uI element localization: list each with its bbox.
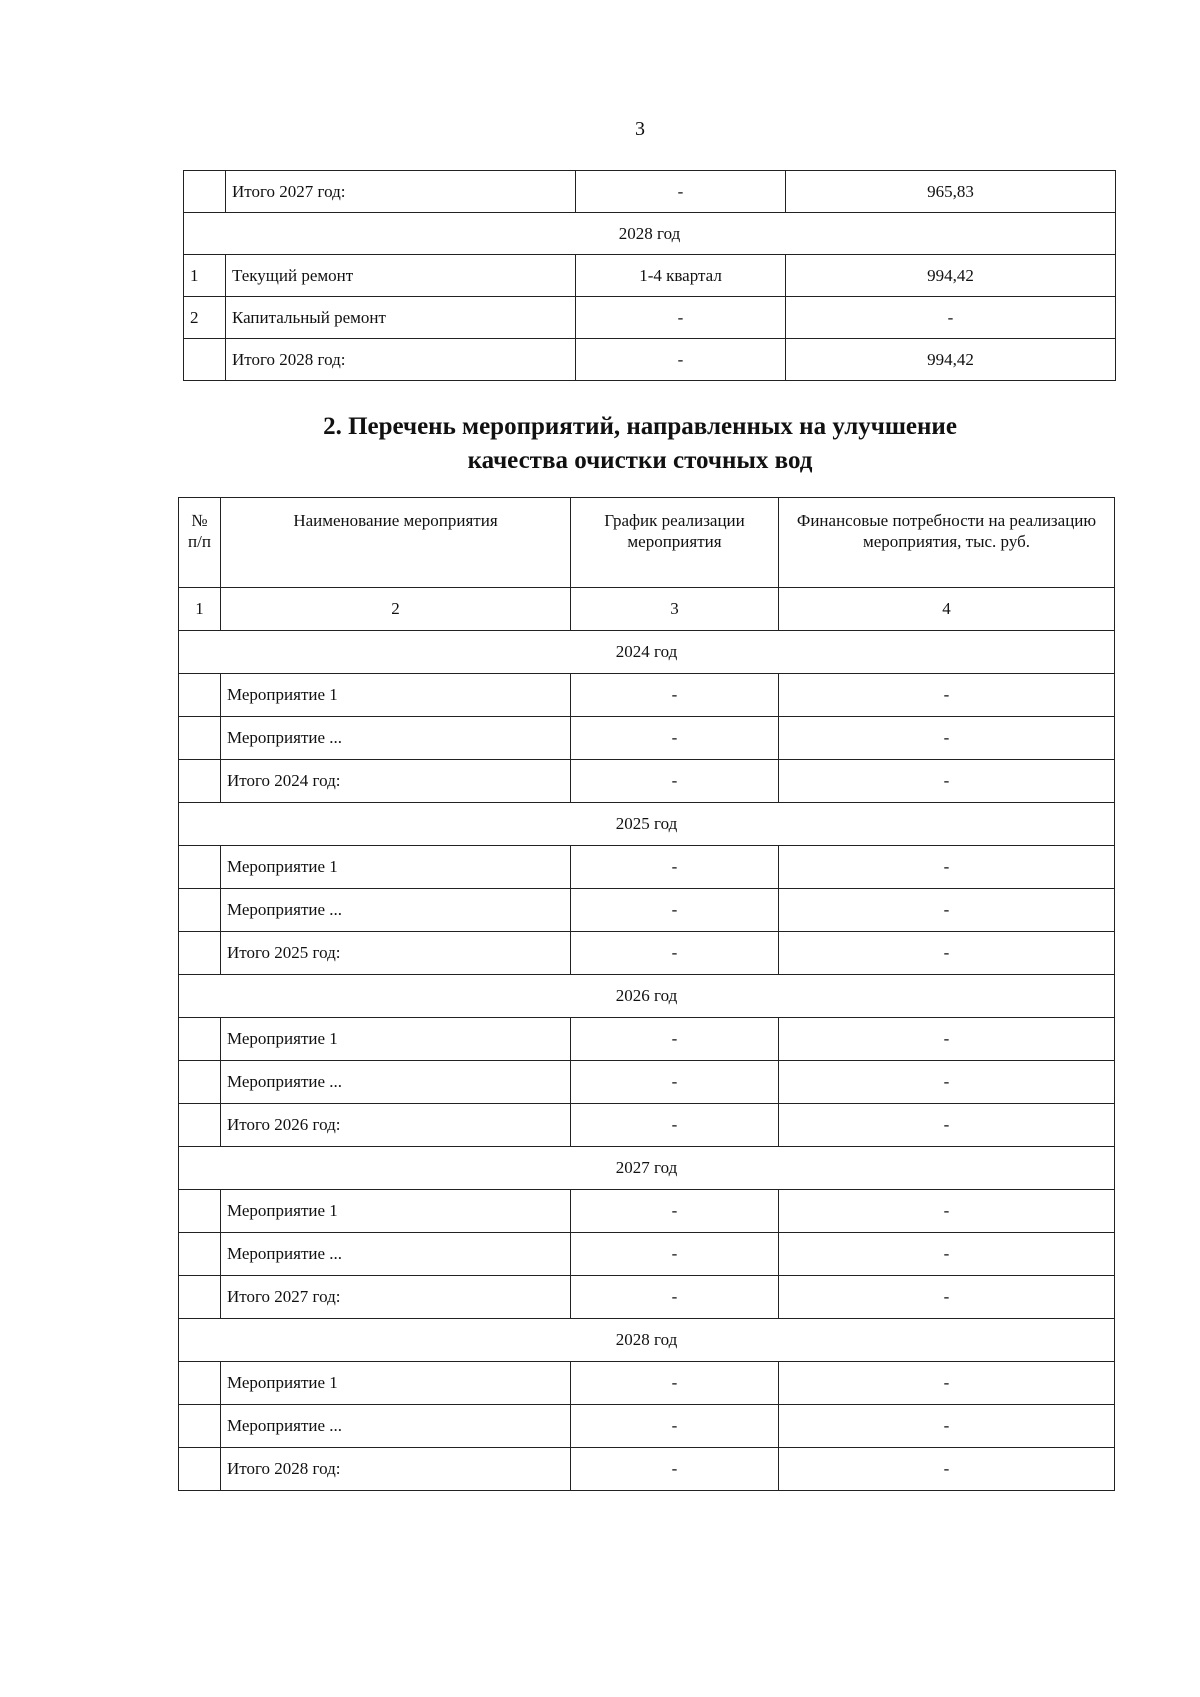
row-schedule: - [571,1018,779,1061]
row-number [179,1362,221,1405]
table-row [179,932,1115,975]
table-row [179,1276,1115,1319]
table-row [184,255,1116,297]
row-schedule: - [571,674,779,717]
row-name: Итого 2028 год: [226,339,576,381]
column-number: 4 [779,588,1115,631]
row-cost: - [779,760,1115,803]
year-label: 2024 год [179,631,1115,674]
table-row [179,717,1115,760]
table-row [179,760,1115,803]
table-row [179,1233,1115,1276]
row-schedule: - [576,297,786,339]
row-number [179,1061,221,1104]
row-name: Итого 2024 год: [221,760,571,803]
header-row [179,498,1115,588]
year-row [179,975,1115,1018]
column-number: 1 [179,588,221,631]
row-number [179,1018,221,1061]
row-number [179,717,221,760]
row-cost: 965,83 [786,171,1116,213]
row-cost: - [779,1405,1115,1448]
row-number [179,1104,221,1147]
table-row [179,674,1115,717]
row-schedule: - [571,717,779,760]
year-label: 2025 год [179,803,1115,846]
year-row [179,1147,1115,1190]
row-number [179,1190,221,1233]
row-cost: - [786,297,1116,339]
row-cost: - [779,889,1115,932]
measures-table [178,497,1115,1491]
row-name: Итого 2027 год: [221,1276,571,1319]
row-name: Мероприятие 1 [221,1190,571,1233]
year-row [184,213,1116,255]
row-name: Капитальный ремонт [226,297,576,339]
row-cost: - [779,1061,1115,1104]
column-number: 2 [221,588,571,631]
row-name: Мероприятие ... [221,717,571,760]
row-name: Мероприятие ... [221,1233,571,1276]
row-number [184,339,226,381]
table-row [184,171,1116,213]
row-schedule: 1-4 квартал [576,255,786,297]
row-schedule: - [571,1233,779,1276]
row-number: 1 [184,255,226,297]
row-cost: - [779,674,1115,717]
table-row [184,297,1116,339]
row-cost: 994,42 [786,255,1116,297]
header-schedule: График реализации мероприятия [571,498,779,588]
row-number [179,932,221,975]
year-label: 2028 год [184,213,1116,255]
header-num: № п/п [179,498,221,588]
row-schedule: - [576,171,786,213]
year-label: 2028 год [179,1319,1115,1362]
table-row [184,339,1116,381]
row-schedule: - [571,1448,779,1491]
row-name: Мероприятие ... [221,1405,571,1448]
row-name: Мероприятие ... [221,889,571,932]
table-row [179,846,1115,889]
row-name: Итого 2025 год: [221,932,571,975]
row-number [179,889,221,932]
row-cost: - [779,1190,1115,1233]
year-row [179,631,1115,674]
row-name: Мероприятие 1 [221,674,571,717]
row-schedule: - [571,1104,779,1147]
row-schedule: - [571,1405,779,1448]
row-cost: - [779,932,1115,975]
row-name: Итого 2028 год: [221,1448,571,1491]
row-schedule: - [571,1061,779,1104]
row-name: Мероприятие 1 [221,846,571,889]
row-schedule: - [571,1190,779,1233]
row-number [184,171,226,213]
row-number [179,760,221,803]
row-number: 2 [184,297,226,339]
table-row [179,1190,1115,1233]
row-cost: - [779,846,1115,889]
row-name: Мероприятие 1 [221,1362,571,1405]
header-cost: Финансовые потребности на реализацию мероприятия, тыс. руб. [779,498,1115,588]
row-schedule: - [571,846,779,889]
row-name: Мероприятие 1 [221,1018,571,1061]
year-row [179,1319,1115,1362]
row-number [179,1448,221,1491]
section-heading [200,410,1080,478]
header-name: Наименование мероприятия [221,498,571,588]
row-cost: - [779,1276,1115,1319]
row-cost: 994,42 [786,339,1116,381]
column-number: 3 [571,588,779,631]
row-cost: - [779,1233,1115,1276]
table-row [179,889,1115,932]
row-cost: - [779,1362,1115,1405]
row-schedule: - [571,760,779,803]
column-numbers-row [179,588,1115,631]
table-row [179,1061,1115,1104]
row-cost: - [779,1448,1115,1491]
year-label: 2027 год [179,1147,1115,1190]
table-row [179,1104,1115,1147]
row-name: Текущий ремонт [226,255,576,297]
row-schedule: - [571,1276,779,1319]
table-row [179,1448,1115,1491]
row-name: Итого 2026 год: [221,1104,571,1147]
row-name: Итого 2027 год: [226,171,576,213]
row-name: Мероприятие ... [221,1061,571,1104]
row-schedule: - [571,932,779,975]
year-label: 2026 год [179,975,1115,1018]
row-cost: - [779,717,1115,760]
row-schedule: - [571,889,779,932]
repair-costs-table [183,170,1116,381]
section-heading-line2: качества очистки сточных вод [467,447,813,474]
row-number [179,1233,221,1276]
table-row [179,1018,1115,1061]
table-row [179,1405,1115,1448]
section-heading-line1: 2. Перечень мероприятий, направленных на улучшение [323,413,957,440]
row-number [179,1276,221,1319]
row-number [179,674,221,717]
row-cost: - [779,1018,1115,1061]
table-row [179,1362,1115,1405]
row-cost: - [779,1104,1115,1147]
row-number [179,1405,221,1448]
row-schedule: - [571,1362,779,1405]
row-number [179,846,221,889]
page-number: 3 [635,118,645,140]
row-schedule: - [576,339,786,381]
year-row [179,803,1115,846]
